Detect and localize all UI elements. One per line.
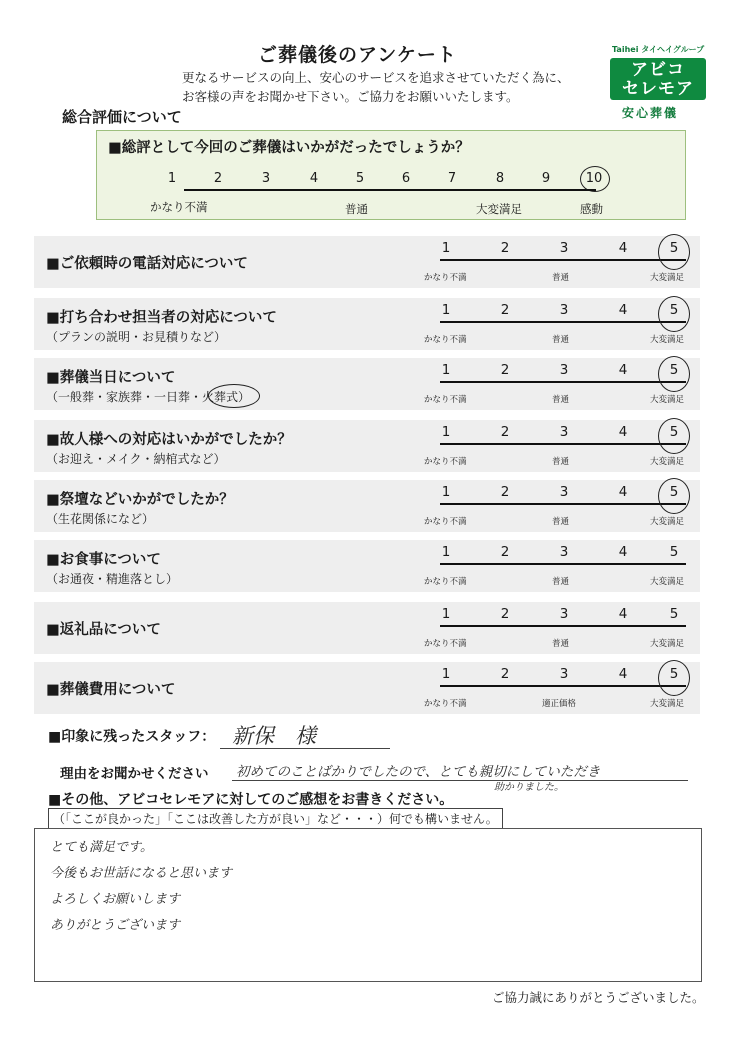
rating-option-3[interactable]: 3 — [559, 362, 569, 378]
overall-option-9[interactable]: 9 — [541, 171, 551, 186]
rating-option-5[interactable]: 5 — [669, 240, 679, 256]
staff-label: ■印象に残ったスタッフ： — [48, 729, 216, 745]
question-title: ■故人様への対応はいかがでしたか？ — [46, 432, 292, 448]
rating-option-2[interactable]: 2 — [500, 240, 510, 256]
rating-label-low: かなり不満 — [424, 517, 467, 527]
rating-label-mid: 普通 — [552, 577, 570, 587]
page-title: ご葬儀後のアンケート — [258, 44, 457, 66]
selected-circle-mark — [658, 356, 690, 392]
rating-option-4[interactable]: 4 — [618, 302, 628, 318]
rating-scale-line — [440, 443, 686, 445]
rating-label-high: 大変満足 — [650, 335, 685, 345]
overall-label-low: かなり不満 — [150, 200, 208, 214]
rating-option-1[interactable]: 1 — [441, 544, 451, 560]
rating-label-high: 大変満足 — [650, 517, 685, 527]
rating-option-4[interactable]: 4 — [618, 484, 628, 500]
rating-option-1[interactable]: 1 — [441, 484, 451, 500]
brand-group-label: Taihei タイヘイグループ — [612, 45, 705, 54]
rating-scale-line — [440, 381, 686, 383]
rating-option-5[interactable]: 5 — [669, 302, 679, 318]
comment-line-1: とても満足です。 — [50, 840, 153, 855]
rating-option-4[interactable]: 4 — [618, 544, 628, 560]
rating-label-mid: 適正価格 — [542, 699, 577, 709]
rating-label-mid: 普通 — [552, 273, 570, 283]
rating-option-5[interactable]: 5 — [669, 424, 679, 440]
rating-label-high: 大変満足 — [650, 395, 685, 405]
question-title: ■お食事について — [46, 552, 161, 568]
rating-option-2[interactable]: 2 — [500, 302, 510, 318]
rating-option-5[interactable]: 5 — [669, 606, 679, 622]
rating-option-2[interactable]: 2 — [500, 606, 510, 622]
comment-line-3: よろしくお願いします — [50, 892, 181, 907]
rating-label-low: かなり不満 — [424, 395, 467, 405]
rating-label-low: かなり不満 — [424, 273, 467, 283]
rating-option-2[interactable]: 2 — [500, 362, 510, 378]
selected-circle-mark — [658, 478, 690, 514]
rating-label-high: 大変満足 — [650, 577, 685, 587]
intro-line-2: お客様の声をお聞かせ下さい。ご協力をお願いいたします。 — [182, 89, 519, 104]
selected-circle-mark — [658, 418, 690, 454]
intro-line-1: 更なるサービスの向上、安心のサービスを追求させていただく為に、 — [182, 70, 570, 85]
comment-line-4: ありがとうございます — [50, 918, 181, 933]
rating-option-2[interactable]: 2 — [500, 666, 510, 682]
overall-option-3[interactable]: 3 — [261, 171, 271, 186]
question-subtitle: （生花関係になど） — [46, 512, 155, 526]
reason-handwritten[interactable]: 初めてのことばかりでしたので、とても親切にしていただき — [236, 764, 601, 780]
selected-circle-mark — [658, 660, 690, 696]
overall-scale-line — [184, 189, 596, 191]
rating-label-low: かなり不満 — [424, 639, 467, 649]
reason-label: 理由をお聞かせください — [60, 766, 209, 782]
brand-name-line2: セレモア — [622, 79, 694, 99]
selected-ceremony-circle-mark — [208, 384, 260, 408]
rating-option-3[interactable]: 3 — [559, 424, 569, 440]
comment-line-2: 今後もお世話になると思います — [50, 866, 233, 881]
overall-label-top: 感動 — [580, 202, 603, 216]
rating-scale-line — [440, 685, 686, 687]
question-subtitle: （プランの説明・お見積りなど） — [46, 330, 227, 344]
reason-underline — [232, 780, 688, 781]
overall-option-2[interactable]: 2 — [213, 171, 223, 186]
rating-label-mid: 普通 — [552, 517, 570, 527]
question-subtitle: （お迎え・メイク・納棺式など） — [46, 452, 226, 466]
brand-name-line1: アビコ — [631, 60, 685, 80]
rating-label-mid: 普通 — [552, 335, 570, 345]
rating-option-1[interactable]: 1 — [441, 362, 451, 378]
rating-option-3[interactable]: 3 — [559, 240, 569, 256]
rating-label-mid: 普通 — [552, 639, 570, 649]
question-subtitle: （お通夜・精進落とし） — [46, 572, 179, 586]
question-title: ■葬儀費用について — [46, 682, 176, 698]
overall-option-7[interactable]: 7 — [447, 171, 457, 186]
rating-option-5[interactable]: 5 — [669, 544, 679, 560]
question-title: ■打ち合わせ担当者の対応について — [46, 310, 277, 326]
question-title: ■葬儀当日について — [46, 370, 176, 386]
overall-option-5[interactable]: 5 — [355, 171, 365, 186]
rating-option-5[interactable]: 5 — [669, 484, 679, 500]
rating-label-high: 大変満足 — [650, 273, 685, 283]
rating-option-4[interactable]: 4 — [618, 666, 628, 682]
rating-option-3[interactable]: 3 — [559, 302, 569, 318]
overall-option-4[interactable]: 4 — [309, 171, 319, 186]
rating-option-1[interactable]: 1 — [441, 240, 451, 256]
rating-option-2[interactable]: 2 — [500, 484, 510, 500]
rating-label-low: かなり不満 — [424, 457, 467, 467]
rating-label-mid: 普通 — [552, 457, 570, 467]
staff-name-handwritten[interactable]: 新保 様 — [232, 724, 316, 748]
question-title: ■返礼品について — [46, 622, 161, 638]
rating-label-high: 大変満足 — [650, 639, 685, 649]
rating-label-low: かなり不満 — [424, 699, 467, 709]
rating-option-4[interactable]: 4 — [618, 362, 628, 378]
rating-option-4[interactable]: 4 — [618, 424, 628, 440]
question-title: ■ご依頼時の電話対応について — [46, 256, 248, 272]
rating-scale-line — [440, 321, 686, 323]
rating-label-low: かなり不満 — [424, 335, 467, 345]
rating-label-high: 大変満足 — [650, 699, 685, 709]
overall-option-10[interactable]: 10 — [585, 171, 603, 186]
brand-tagline: 安心葬儀 — [622, 106, 679, 120]
rating-scale-line — [440, 563, 686, 565]
overall-label-mid: 普通 — [345, 202, 368, 216]
other-comments-note: （「ここが良かった」「ここは改善した方が良い」など・・・）何でも構いません。 — [48, 808, 503, 829]
question-subtitle: （一般葬・家族葬・一日葬・火葬式） — [46, 390, 251, 404]
rating-option-1[interactable]: 1 — [441, 424, 451, 440]
rating-option-3[interactable]: 3 — [559, 666, 569, 682]
rating-option-1[interactable]: 1 — [441, 302, 451, 318]
rating-option-5[interactable]: 5 — [669, 666, 679, 682]
overall-option-6[interactable]: 6 — [401, 171, 411, 186]
rating-option-2[interactable]: 2 — [500, 424, 510, 440]
overall-option-8[interactable]: 8 — [495, 171, 505, 186]
overall-question: ■総評として今回のご葬儀はいかがだったでしょうか？ — [108, 140, 470, 156]
rating-option-4[interactable]: 4 — [618, 240, 628, 256]
reason-handwritten-continued: 助かりました。 — [494, 782, 564, 793]
rating-option-3[interactable]: 3 — [559, 484, 569, 500]
rating-option-4[interactable]: 4 — [618, 606, 628, 622]
selected-circle-mark — [658, 234, 690, 270]
overall-option-1[interactable]: 1 — [167, 171, 177, 186]
rating-scale-line — [440, 259, 686, 261]
rating-label-high: 大変満足 — [650, 457, 685, 467]
staff-underline — [220, 748, 390, 749]
rating-option-3[interactable]: 3 — [559, 606, 569, 622]
rating-option-1[interactable]: 1 — [441, 666, 451, 682]
rating-option-3[interactable]: 3 — [559, 544, 569, 560]
thanks-text: ご協力誠にありがとうございました。 — [492, 990, 705, 1005]
question-title: ■祭壇などいかがでしたか？ — [46, 492, 234, 508]
rating-label-low: かなり不満 — [424, 577, 467, 587]
rating-option-5[interactable]: 5 — [669, 362, 679, 378]
rating-option-1[interactable]: 1 — [441, 606, 451, 622]
overall-label-high: 大変満足 — [476, 202, 522, 216]
other-comments-label: ■その他、アビコセレモアに対してのご感想をお書きください。 — [48, 792, 454, 808]
selected-circle-mark — [658, 296, 690, 332]
rating-option-2[interactable]: 2 — [500, 544, 510, 560]
rating-scale-line — [440, 503, 686, 505]
rating-scale-line — [440, 625, 686, 627]
rating-label-mid: 普通 — [552, 395, 570, 405]
brand-logo — [610, 58, 706, 100]
overall-section-title: 総合評価について — [62, 108, 182, 126]
